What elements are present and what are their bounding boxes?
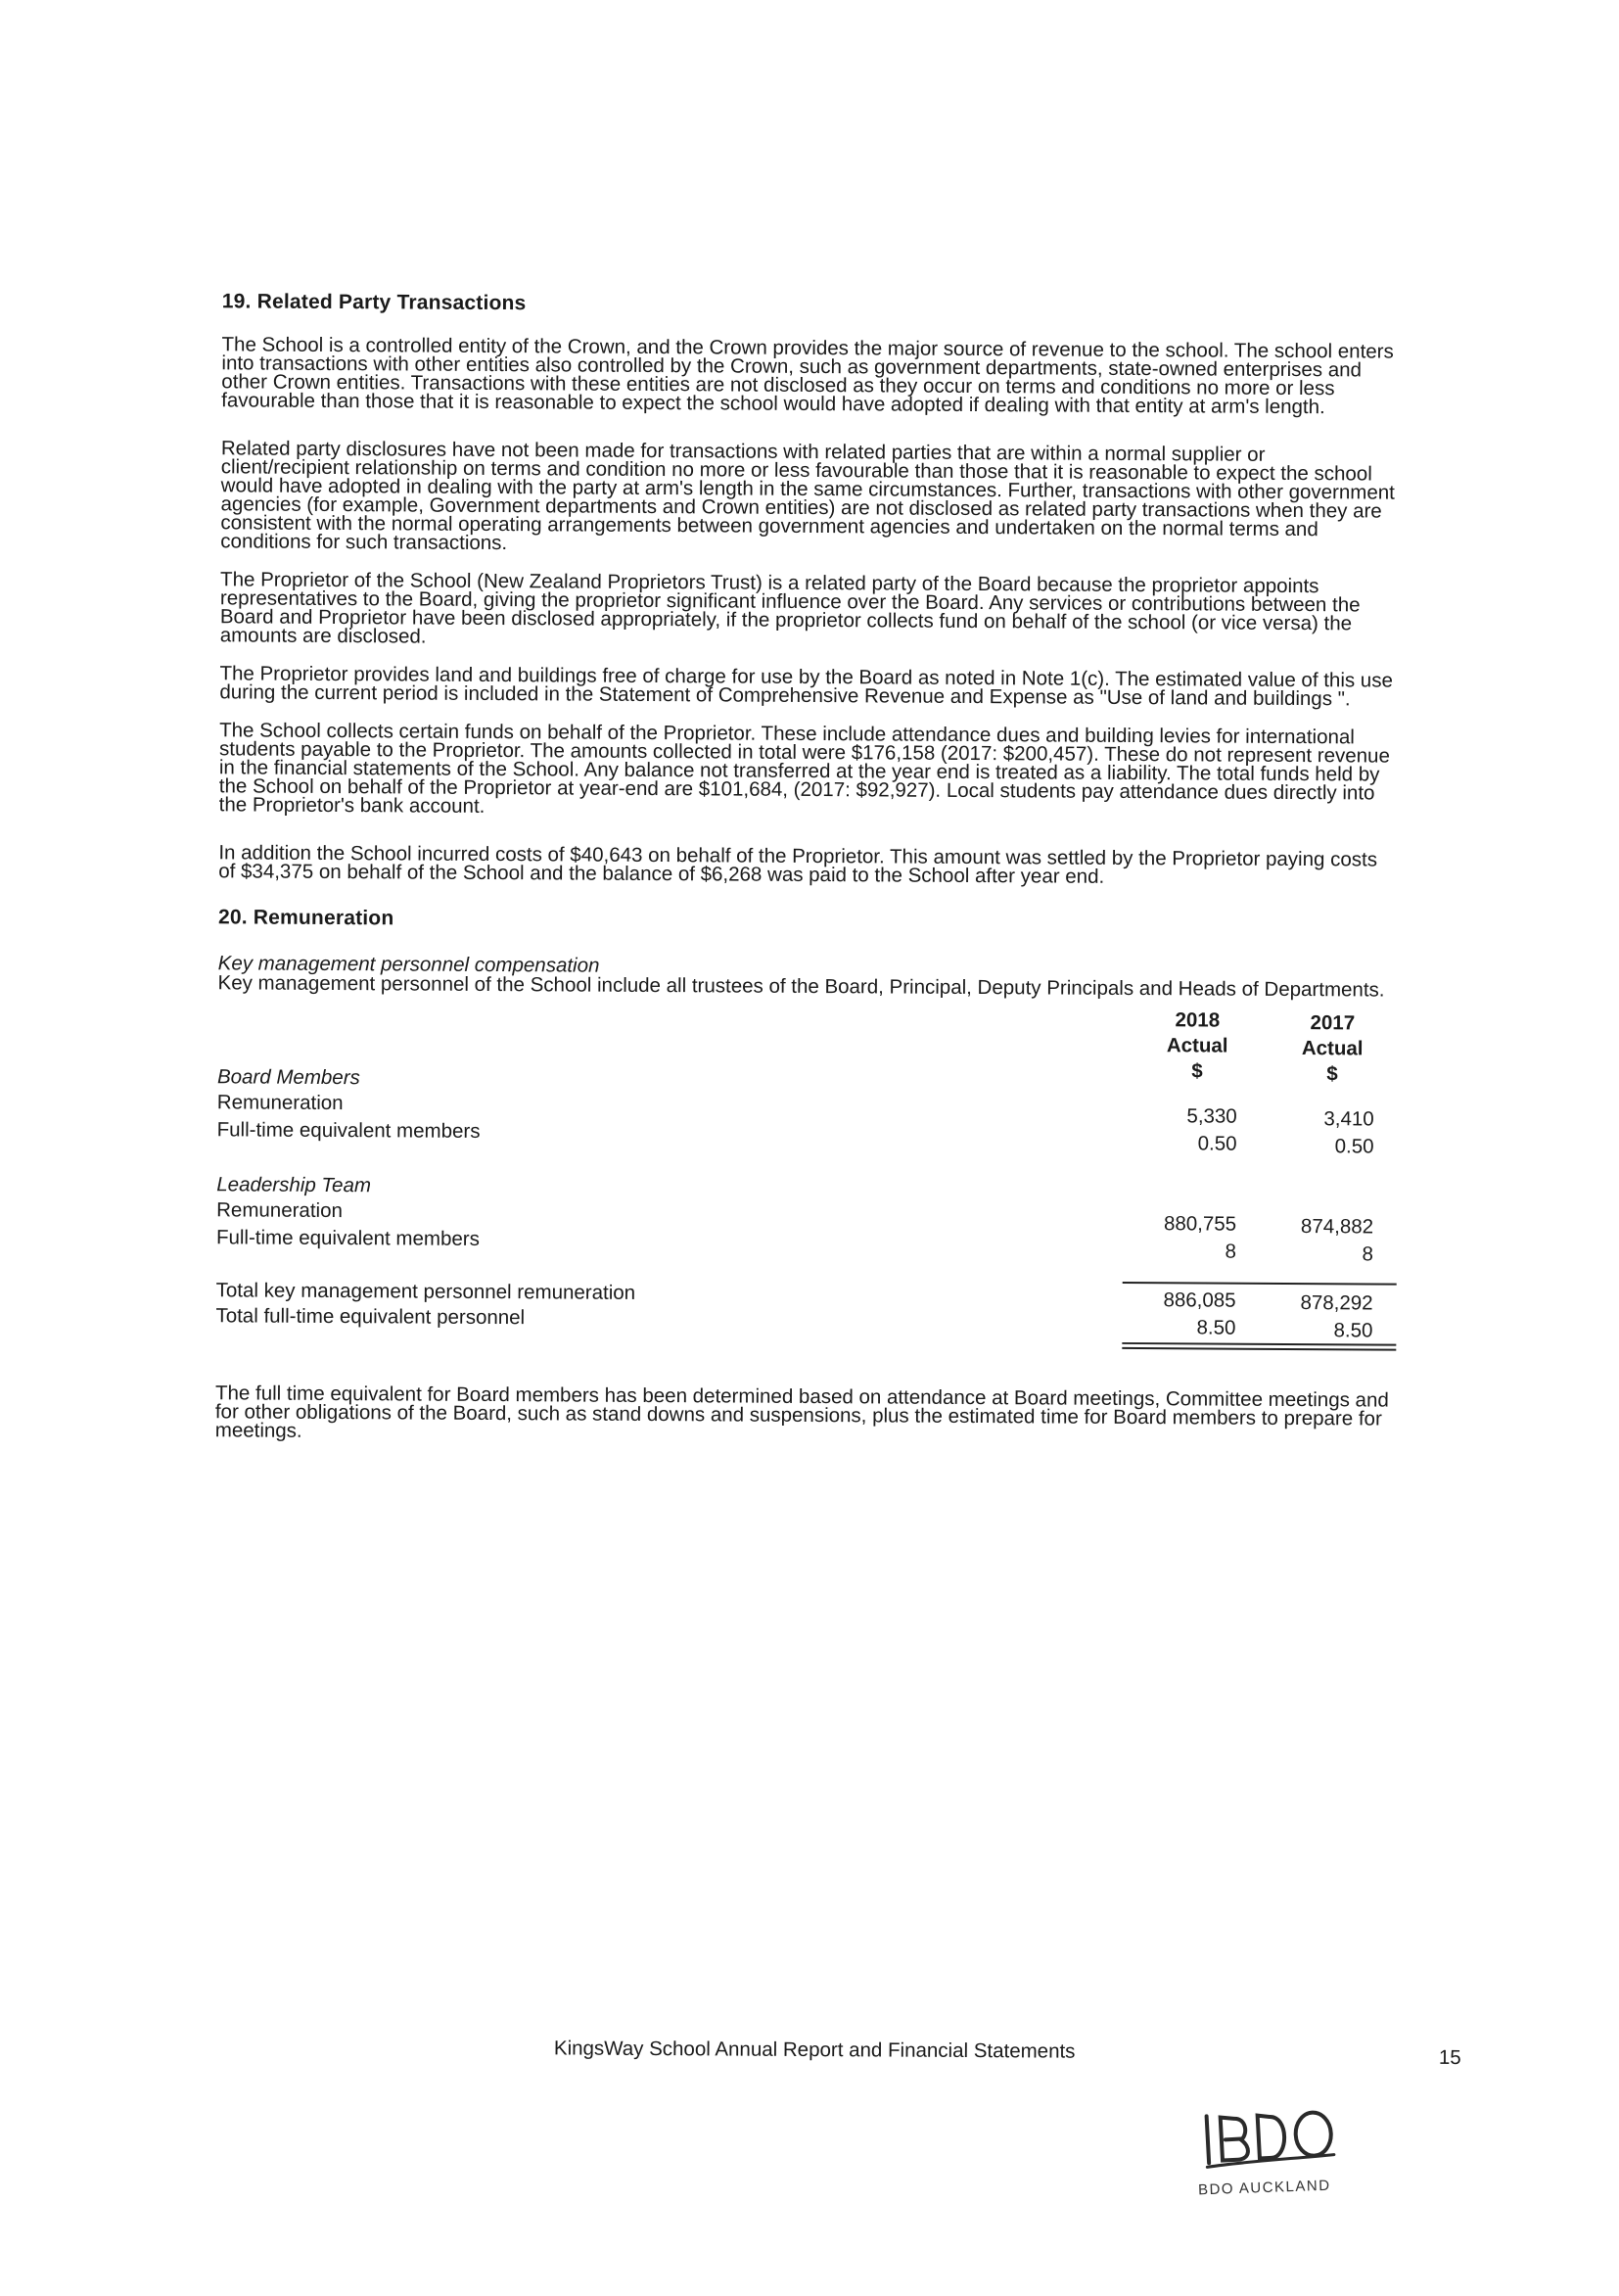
section-19-paragraph-2: Related party disclosures have not been made for transactions with related parties that are within a normal supplier or client/recipient relationship on terms and condition no more or less favourable than those that it is reasonable to expect the school would have adopted in dealing with the party at arm's length in the same circumstances. Further, transactions with other government agencies (for example, Government departments and Crown entities) are not disclosed as related party transactions when they are consistent with the normal operating arrangements between government agencies and undertaken on the normal terms and conditions for such transactions. <box>220 437 1395 555</box>
totals-bottom-rule-2 <box>1122 1347 1396 1351</box>
leadership-remuneration-2017: 874,882 <box>1300 1215 1374 1239</box>
col-2017-unit: $ <box>1326 1062 1338 1086</box>
total-fte-2018: 8.50 <box>1196 1316 1236 1339</box>
section-19-heading: 19. Related Party Transactions <box>221 290 527 315</box>
remuneration-table <box>215 992 1392 1390</box>
footer-title: KingsWay School Annual Report and Financial Statements <box>553 2037 1076 2063</box>
total-remuneration-2018: 886,085 <box>1163 1289 1236 1312</box>
page-footer <box>0 2034 1613 2070</box>
total-remuneration-label: Total key management personnel remuneration <box>215 1279 636 1304</box>
leadership-fte-label: Full-time equivalent members <box>215 1226 480 1250</box>
board-remuneration-2017: 3,410 <box>1323 1107 1374 1131</box>
section-19-paragraph-5: The School collects certain funds on behalf of the Proprietor. These include attendance dues and building levies for international students payable to the Proprietor. The amounts collected in total were $176,158 (2017: $200,457). These do not represent revenue in the financial statements of the School. Any balance not transferred at the year end is treated as a liability. The total funds held by the School on behalf of the Proprietor at year-end are $101,684, (2017: $92,927). Local students pay attendance dues directly into the Proprietor's bank account. <box>218 719 1390 818</box>
total-remuneration-2017: 878,292 <box>1300 1291 1373 1315</box>
section-19-paragraph-3: The Proprietor of the School (New Zealand Proprietors Trust) is a related party of the Board because the proprietor appoints representatives to the Board, giving the proprietor significant influence over the Board. Any services or contributions between the Board and Proprietor have been disclosed appropriately, if the proprietor collects fund on behalf of the school (or vice versa) the amounts are disclosed. <box>219 568 1361 648</box>
leadership-fte-2017: 8 <box>1362 1242 1373 1266</box>
section-20-heading: 20. Remuneration <box>217 906 394 930</box>
board-fte-label: Full-time equivalent members <box>216 1118 481 1143</box>
bdo-stamp-subtext: BDO AUCKLAND <box>1197 2177 1331 2199</box>
leadership-remuneration-2018: 880,755 <box>1163 1212 1237 1236</box>
page-number: 15 <box>1438 2045 1461 2070</box>
section-19-paragraph-4: The Proprietor provides land and buildings free of charge for use by the Board as noted in Note 1(c). The estimated value of this use during the current period is included in the Statement of Comprehensive Revenue and Expense as "Use of land and buildings ". <box>219 662 1393 711</box>
fte-explanation: The full time equivalent for Board members has been determined based on attendance at Board meetings, Committee meetings and for other obligations of the Board, such as stand downs and suspensions, plus the estimated time for Board members to prepare for meetings. <box>214 1382 1389 1442</box>
section-19-paragraph-6: In addition the School incurred costs of $40,643 on behalf of the Proprietor. This amount was settled by the Proprietor paying costs of $34,375 on behalf of the School and the balance of $6,268 was paid to the School after year end. <box>218 841 1378 888</box>
board-members-title: Board Members <box>216 1065 360 1090</box>
leadership-team-title: Leadership Team <box>216 1173 372 1197</box>
col-2017-year: 2017 <box>1310 1011 1356 1035</box>
section-19-paragraph-1: The School is a controlled entity of the Crown, and the Crown provides the major source of revenue to the school. The school enters into transactions with other entities also controlled by the Crown, such as government departments, state-owned enterprises and other Crown entities. Transactions with these entities are not disclosed as they occur on terms and conditions no more or less favourable than those that it is reasonable to expect the school would have adopted if dealing with that entity at arm's length. <box>221 333 1394 419</box>
board-fte-2017: 0.50 <box>1334 1135 1374 1158</box>
totals-bottom-rule-1 <box>1122 1342 1396 1346</box>
total-fte-label: Total full-time equivalent personnel <box>215 1304 526 1330</box>
total-fte-2017: 8.50 <box>1333 1319 1373 1342</box>
board-fte-2018: 0.50 <box>1197 1132 1237 1155</box>
board-remuneration-2018: 5,330 <box>1186 1104 1237 1128</box>
board-remuneration-label: Remuneration <box>216 1091 344 1115</box>
key-management-subheading: Key management personnel compensation <box>217 952 600 977</box>
col-2018-unit: $ <box>1191 1059 1203 1083</box>
key-management-intro: Key management personnel of the School include all trustees of the Board, Principal, Deputy Principals and Heads of Departments. <box>217 971 1385 1002</box>
leadership-remuneration-label: Remuneration <box>216 1198 343 1223</box>
totals-top-rule <box>1123 1282 1397 1286</box>
col-2018-label: Actual <box>1166 1034 1228 1057</box>
page-content <box>215 290 1397 1466</box>
col-2017-label: Actual <box>1301 1037 1364 1060</box>
col-2018-year: 2018 <box>1175 1008 1221 1032</box>
leadership-fte-2018: 8 <box>1225 1240 1236 1263</box>
